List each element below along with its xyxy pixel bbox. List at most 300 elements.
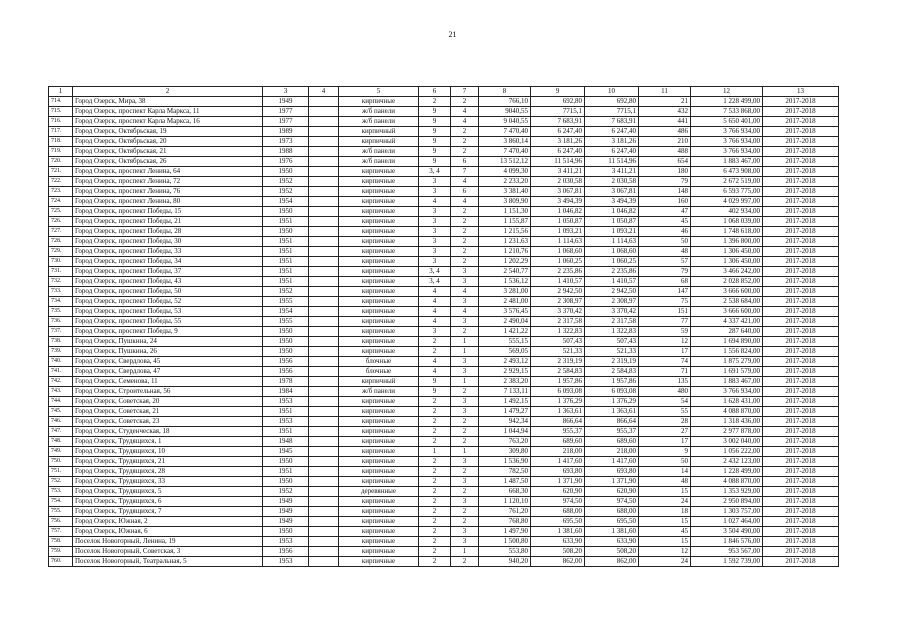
cell-residential-area: 2 942,50 xyxy=(531,287,585,297)
cell-repair-period: 2017-2018 xyxy=(763,197,839,207)
cell-floors: 2 xyxy=(419,487,451,497)
cell-entrances: 4 xyxy=(451,107,479,117)
cell-residential-area: 1 957,86 xyxy=(531,377,585,387)
cell-address: Город Озерск, Студенческая, 18 xyxy=(73,427,263,437)
cell-column-4 xyxy=(309,467,339,477)
cell-residents: 50 xyxy=(639,237,691,247)
cell-entrances: 6 xyxy=(451,157,479,167)
cell-wall-material: кирпичные xyxy=(339,457,419,467)
cell-address: Город Озерск, проспект Ленина, 76 xyxy=(73,187,263,197)
cell-repair-period: 2017-2018 xyxy=(763,397,839,407)
table-row xyxy=(49,537,839,547)
cell-repair-period: 2017-2018 xyxy=(763,487,839,497)
cell-wall-material: ж/б панели xyxy=(339,107,419,117)
table-row xyxy=(49,557,839,567)
column-header-13: 13 xyxy=(763,87,839,97)
cell-repair-period: 2017-2018 xyxy=(763,167,839,177)
cell-entrances: 2 xyxy=(451,227,479,237)
cell-entrances: 2 xyxy=(451,217,479,227)
cell-column-4 xyxy=(309,377,339,387)
cell-year-built: 1988 xyxy=(263,147,309,157)
cell-repair-period: 2017-2018 xyxy=(763,467,839,477)
cell-entrances: 3 xyxy=(451,367,479,377)
cell-year-built: 1949 xyxy=(263,97,309,107)
cell-residents: 210 xyxy=(639,137,691,147)
table-row xyxy=(49,337,839,347)
table-row xyxy=(49,267,839,277)
cell-floors: 2 xyxy=(419,407,451,417)
cell-private-area: 3 411,21 xyxy=(585,167,639,177)
cell-row-number: 746. xyxy=(49,417,73,427)
cell-wall-material: кирпичные xyxy=(339,477,419,487)
cell-cost: 1 306 450,00 xyxy=(691,257,763,267)
cell-column-4 xyxy=(309,127,339,137)
cell-floors: 4 xyxy=(419,317,451,327)
table-row xyxy=(49,547,839,557)
column-header-7: 7 xyxy=(451,87,479,97)
cell-residents: 54 xyxy=(639,397,691,407)
cell-residents: 71 xyxy=(639,367,691,377)
cell-column-4 xyxy=(309,187,339,197)
cell-floors: 3, 4 xyxy=(419,167,451,177)
cell-cost: 1 318 436,00 xyxy=(691,417,763,427)
cell-entrances: 1 xyxy=(451,377,479,387)
cell-column-4 xyxy=(309,347,339,357)
cell-total-area: 1 210,76 xyxy=(479,247,531,257)
cell-residential-area: 2 319,19 xyxy=(531,357,585,367)
cell-residential-area: 2 308,97 xyxy=(531,297,585,307)
cell-entrances: 2 xyxy=(451,467,479,477)
cell-wall-material: кирпичные xyxy=(339,97,419,107)
cell-total-area: 940,20 xyxy=(479,557,531,567)
cell-entrances: 1 xyxy=(451,547,479,557)
column-header-11: 11 xyxy=(639,87,691,97)
cell-wall-material: кирпичные xyxy=(339,237,419,247)
cell-wall-material: кирпичные xyxy=(339,437,419,447)
cell-private-area: 1 046,82 xyxy=(585,207,639,217)
cell-address: Город Озерск, Мира, 38 xyxy=(73,97,263,107)
cell-column-4 xyxy=(309,137,339,147)
cell-cost: 1 228 499,00 xyxy=(691,97,763,107)
cell-entrances: 1 xyxy=(451,337,479,347)
cell-wall-material: кирпичные xyxy=(339,317,419,327)
cell-repair-period: 2017-2018 xyxy=(763,277,839,287)
cell-repair-period: 2017-2018 xyxy=(763,257,839,267)
page-number: 21 xyxy=(448,30,457,39)
cell-wall-material: кирпичные xyxy=(339,257,419,267)
cell-repair-period: 2017-2018 xyxy=(763,417,839,427)
cell-residential-area: 633,90 xyxy=(531,537,585,547)
cell-address: Город Озерск, Трудящихся, 6 xyxy=(73,497,263,507)
cell-residential-area: 7715,1 xyxy=(531,107,585,117)
cell-residential-area: 1 060,25 xyxy=(531,257,585,267)
cell-year-built: 1951 xyxy=(263,247,309,257)
cell-row-number: 724. xyxy=(49,197,73,207)
cell-address: Город Озерск, проспект Карла Маркса, 16 xyxy=(73,117,263,127)
cell-wall-material: кирпичные xyxy=(339,297,419,307)
cell-column-4 xyxy=(309,477,339,487)
cell-address: Город Озерск, Трудящихся, 21 xyxy=(73,457,263,467)
cell-wall-material: кирпичные xyxy=(339,187,419,197)
cell-column-4 xyxy=(309,97,339,107)
cell-entrances: 1 xyxy=(451,447,479,457)
cell-total-area: 553,80 xyxy=(479,547,531,557)
cell-row-number: 723. xyxy=(49,187,73,197)
cell-year-built: 1952 xyxy=(263,487,309,497)
cell-private-area: 2 308,97 xyxy=(585,297,639,307)
cell-private-area: 693,80 xyxy=(585,467,639,477)
cell-floors: 3 xyxy=(419,177,451,187)
cell-cost: 1 592 739,00 xyxy=(691,557,763,567)
cell-row-number: 730. xyxy=(49,257,73,267)
cell-total-area: 7 133,11 xyxy=(479,387,531,397)
cell-row-number: 754. xyxy=(49,497,73,507)
cell-entrances: 6 xyxy=(451,187,479,197)
cell-year-built: 1950 xyxy=(263,327,309,337)
cell-entrances: 3 xyxy=(451,497,479,507)
cell-row-number: 733. xyxy=(49,287,73,297)
cell-address: Город Озерск, проспект Победы, 55 xyxy=(73,317,263,327)
cell-residents: 151 xyxy=(639,307,691,317)
cell-repair-period: 2017-2018 xyxy=(763,217,839,227)
cell-private-area: 1 376,29 xyxy=(585,397,639,407)
cell-residents: 28 xyxy=(639,417,691,427)
cell-column-4 xyxy=(309,457,339,467)
cell-cost: 1 691 579,00 xyxy=(691,367,763,377)
cell-total-area: 942,34 xyxy=(479,417,531,427)
cell-cost: 7 533 868,00 xyxy=(691,107,763,117)
cell-column-4 xyxy=(309,107,339,117)
table-row xyxy=(49,457,839,467)
cell-address: Город Озерск, Трудящихся, 33 xyxy=(73,477,263,487)
cell-private-area: 6 247,40 xyxy=(585,147,639,157)
cell-residents: 48 xyxy=(639,477,691,487)
cell-year-built: 1950 xyxy=(263,167,309,177)
table-row xyxy=(49,347,839,357)
column-header-4: 4 xyxy=(309,87,339,97)
cell-residents: 57 xyxy=(639,257,691,267)
cell-repair-period: 2017-2018 xyxy=(763,107,839,117)
cell-private-area: 692,80 xyxy=(585,97,639,107)
cell-total-area: 1 500,80 xyxy=(479,537,531,547)
cell-repair-period: 2017-2018 xyxy=(763,337,839,347)
cell-wall-material: кирпичные xyxy=(339,177,419,187)
cell-cost: 4 088 870,00 xyxy=(691,477,763,487)
cell-private-area: 1 417,60 xyxy=(585,457,639,467)
cell-year-built: 1978 xyxy=(263,377,309,387)
cell-entrances: 3 xyxy=(451,457,479,467)
cell-row-number: 750. xyxy=(49,457,73,467)
cell-residential-area: 2 317,58 xyxy=(531,317,585,327)
cell-private-area: 7 683,91 xyxy=(585,117,639,127)
cell-cost: 1 694 890,00 xyxy=(691,337,763,347)
cell-address: Город Озерск, Трудящихся, 28 xyxy=(73,467,263,477)
cell-private-area: 507,43 xyxy=(585,337,639,347)
column-header-12: 12 xyxy=(691,87,763,97)
cell-residents: 55 xyxy=(639,407,691,417)
cell-repair-period: 2017-2018 xyxy=(763,457,839,467)
cell-residential-area: 862,00 xyxy=(531,557,585,567)
cell-entrances: 2 xyxy=(451,237,479,247)
cell-private-area: 1 363,61 xyxy=(585,407,639,417)
cell-floors: 2 xyxy=(419,437,451,447)
cell-year-built: 1956 xyxy=(263,357,309,367)
cell-year-built: 1952 xyxy=(263,287,309,297)
cell-column-4 xyxy=(309,437,339,447)
cell-wall-material: кирпичные xyxy=(339,527,419,537)
cell-total-area: 9 040,55 xyxy=(479,117,531,127)
cell-cost: 1 056 222,00 xyxy=(691,447,763,457)
cell-repair-period: 2017-2018 xyxy=(763,127,839,137)
cell-address: Город Озерск, Семенова, 11 xyxy=(73,377,263,387)
cell-address: Город Озерск, Советская, 23 xyxy=(73,417,263,427)
cell-residents: 79 xyxy=(639,177,691,187)
cell-total-area: 1 120,10 xyxy=(479,497,531,507)
cell-wall-material: кирпичные xyxy=(339,447,419,457)
table-row xyxy=(49,147,839,157)
cell-total-area: 1 487,50 xyxy=(479,477,531,487)
cell-residential-area: 3 181,26 xyxy=(531,137,585,147)
cell-column-4 xyxy=(309,257,339,267)
cell-floors: 9 xyxy=(419,137,451,147)
cell-wall-material: кирпичные xyxy=(339,277,419,287)
cell-row-number: 726. xyxy=(49,217,73,227)
cell-address: Город Озерск, проспект Карла Маркса, 11 xyxy=(73,107,263,117)
cell-row-number: 736. xyxy=(49,317,73,327)
cell-residents: 27 xyxy=(639,427,691,437)
cell-address: Город Озерск, Свердлова, 47 xyxy=(73,367,263,377)
cell-total-area: 1 479,27 xyxy=(479,407,531,417)
cell-private-area: 955,37 xyxy=(585,427,639,437)
cell-column-4 xyxy=(309,297,339,307)
cell-private-area: 7715,1 xyxy=(585,107,639,117)
cell-entrances: 4 xyxy=(451,287,479,297)
cell-residents: 59 xyxy=(639,327,691,337)
table-row xyxy=(49,297,839,307)
cell-residents: 441 xyxy=(639,117,691,127)
cell-column-4 xyxy=(309,497,339,507)
cell-row-number: 725. xyxy=(49,207,73,217)
cell-total-area: 555,15 xyxy=(479,337,531,347)
cell-year-built: 1956 xyxy=(263,367,309,377)
cell-repair-period: 2017-2018 xyxy=(763,547,839,557)
cell-wall-material: кирпичные xyxy=(339,507,419,517)
cell-private-area: 6 247,40 xyxy=(585,127,639,137)
cell-row-number: 757. xyxy=(49,527,73,537)
cell-entrances: 4 xyxy=(451,197,479,207)
cell-row-number: 716. xyxy=(49,117,73,127)
cell-address: Город Озерск, Свердлова, 45 xyxy=(73,357,263,367)
cell-entrances: 2 xyxy=(451,257,479,267)
cell-floors: 2 xyxy=(419,537,451,547)
cell-residential-area: 2 584,83 xyxy=(531,367,585,377)
cell-cost: 1 628 431,00 xyxy=(691,397,763,407)
cell-residential-area: 689,60 xyxy=(531,437,585,447)
cell-cost: 1 306 450,00 xyxy=(691,247,763,257)
cell-entrances: 2 xyxy=(451,417,479,427)
cell-residents: 12 xyxy=(639,337,691,347)
cell-cost: 1 556 824,00 xyxy=(691,347,763,357)
cell-total-area: 1 202,29 xyxy=(479,257,531,267)
cell-residents: 432 xyxy=(639,107,691,117)
cell-wall-material: кирпичные xyxy=(339,547,419,557)
cell-repair-period: 2017-2018 xyxy=(763,507,839,517)
cell-column-4 xyxy=(309,407,339,417)
cell-residents: 68 xyxy=(639,277,691,287)
cell-residents: 17 xyxy=(639,437,691,447)
cell-year-built: 1976 xyxy=(263,157,309,167)
cell-cost: 3 504 490,00 xyxy=(691,527,763,537)
cell-entrances: 2 xyxy=(451,387,479,397)
cell-cost: 1 228 499,00 xyxy=(691,467,763,477)
cell-entrances: 2 xyxy=(451,507,479,517)
cell-row-number: 745. xyxy=(49,407,73,417)
cell-cost: 2 672 519,00 xyxy=(691,177,763,187)
table-row xyxy=(49,427,839,437)
cell-column-4 xyxy=(309,417,339,427)
cell-year-built: 1984 xyxy=(263,387,309,397)
cell-column-4 xyxy=(309,227,339,237)
table-row xyxy=(49,497,839,507)
table-row xyxy=(49,317,839,327)
cell-repair-period: 2017-2018 xyxy=(763,367,839,377)
cell-total-area: 1 155,87 xyxy=(479,217,531,227)
cell-floors: 4 xyxy=(419,297,451,307)
cell-residential-area: 693,80 xyxy=(531,467,585,477)
cell-residential-area: 1 417,60 xyxy=(531,457,585,467)
cell-residents: 50 xyxy=(639,457,691,467)
cell-row-number: 731. xyxy=(49,267,73,277)
cell-cost: 3 466 242,00 xyxy=(691,267,763,277)
table-row xyxy=(49,407,839,417)
table-row xyxy=(49,187,839,197)
cell-residents: 47 xyxy=(639,207,691,217)
cell-floors: 3 xyxy=(419,217,451,227)
cell-column-4 xyxy=(309,367,339,377)
cell-total-area: 2 490,04 xyxy=(479,317,531,327)
cell-column-4 xyxy=(309,387,339,397)
cell-year-built: 1950 xyxy=(263,477,309,487)
cell-residents: 46 xyxy=(639,227,691,237)
cell-entrances: 3 xyxy=(451,277,479,287)
cell-address: Город Озерск, Трудящихся, 1 xyxy=(73,437,263,447)
cell-repair-period: 2017-2018 xyxy=(763,347,839,357)
cell-private-area: 1 068,60 xyxy=(585,247,639,257)
cell-cost: 1 303 757,00 xyxy=(691,507,763,517)
cell-year-built: 1954 xyxy=(263,197,309,207)
table-row xyxy=(49,307,839,317)
cell-column-4 xyxy=(309,357,339,367)
cell-repair-period: 2017-2018 xyxy=(763,557,839,567)
cell-floors: 3 xyxy=(419,237,451,247)
cell-entrances: 2 xyxy=(451,207,479,217)
cell-cost: 2 028 852,00 xyxy=(691,277,763,287)
cell-private-area: 218,00 xyxy=(585,447,639,457)
cell-total-area: 1 536,90 xyxy=(479,457,531,467)
table-row xyxy=(49,137,839,147)
cell-year-built: 1950 xyxy=(263,527,309,537)
cell-column-4 xyxy=(309,397,339,407)
cell-total-area: 768,80 xyxy=(479,517,531,527)
table-row xyxy=(49,477,839,487)
cell-column-4 xyxy=(309,207,339,217)
cell-wall-material: кирпичные xyxy=(339,227,419,237)
cell-floors: 1 xyxy=(419,447,451,457)
table-row xyxy=(49,367,839,377)
cell-year-built: 1955 xyxy=(263,317,309,327)
cell-residential-area: 1 093,21 xyxy=(531,227,585,237)
cell-address: Город Озерск, проспект Победы, 43 xyxy=(73,277,263,287)
cell-residential-area: 1 371,90 xyxy=(531,477,585,487)
cell-floors: 2 xyxy=(419,527,451,537)
cell-floors: 9 xyxy=(419,107,451,117)
cell-wall-material: деревянные xyxy=(339,487,419,497)
cell-repair-period: 2017-2018 xyxy=(763,207,839,217)
cell-entrances: 2 xyxy=(451,137,479,147)
cell-residents: 77 xyxy=(639,317,691,327)
cell-year-built: 1953 xyxy=(263,557,309,567)
cell-cost: 953 567,00 xyxy=(691,547,763,557)
cell-address: Город Озерск, Октябрьская, 26 xyxy=(73,157,263,167)
cell-repair-period: 2017-2018 xyxy=(763,247,839,257)
cell-column-4 xyxy=(309,167,339,177)
cell-wall-material: кирпичные xyxy=(339,517,419,527)
cell-year-built: 1945 xyxy=(263,447,309,457)
cell-repair-period: 2017-2018 xyxy=(763,427,839,437)
cell-year-built: 1953 xyxy=(263,397,309,407)
cell-residents: 48 xyxy=(639,247,691,257)
cell-wall-material: кирпичный xyxy=(339,127,419,137)
cell-wall-material: ж/б панели xyxy=(339,117,419,127)
cell-residents: 486 xyxy=(639,127,691,137)
cell-repair-period: 2017-2018 xyxy=(763,377,839,387)
cell-residential-area: 1 046,82 xyxy=(531,207,585,217)
table-header-row xyxy=(49,87,839,97)
cell-floors: 2 xyxy=(419,517,451,527)
cell-total-area: 7 470,40 xyxy=(479,147,531,157)
cell-entrances: 3 xyxy=(451,297,479,307)
cell-year-built: 1948 xyxy=(263,437,309,447)
cell-residential-area: 11 514,96 xyxy=(531,157,585,167)
cell-entrances: 2 xyxy=(451,437,479,447)
cell-total-area: 3 576,45 xyxy=(479,307,531,317)
table-row xyxy=(49,127,839,137)
cell-private-area: 2 235,86 xyxy=(585,267,639,277)
cell-row-number: 743. xyxy=(49,387,73,397)
cell-residents: 15 xyxy=(639,487,691,497)
table-row xyxy=(49,287,839,297)
cell-address: Город Озерск, проспект Победы, 33 xyxy=(73,247,263,257)
cell-address: Город Озерск, Трудящихся, 5 xyxy=(73,487,263,497)
cell-address: Поселок Новогорный, Театральная, 5 xyxy=(73,557,263,567)
cell-wall-material: кирпичные xyxy=(339,337,419,347)
cell-cost: 3 766 934,00 xyxy=(691,147,763,157)
table-row xyxy=(49,207,839,217)
column-header-10: 10 xyxy=(585,87,639,97)
cell-wall-material: кирпичные xyxy=(339,417,419,427)
cell-repair-period: 2017-2018 xyxy=(763,97,839,107)
cell-private-area: 2 317,58 xyxy=(585,317,639,327)
cell-repair-period: 2017-2018 xyxy=(763,387,839,397)
table-row xyxy=(49,377,839,387)
cell-column-4 xyxy=(309,237,339,247)
cell-wall-material: кирпичные xyxy=(339,397,419,407)
cell-residents: 24 xyxy=(639,557,691,567)
cell-row-number: 760. xyxy=(49,557,73,567)
cell-column-4 xyxy=(309,117,339,127)
cell-repair-period: 2017-2018 xyxy=(763,497,839,507)
cell-repair-period: 2017-2018 xyxy=(763,517,839,527)
